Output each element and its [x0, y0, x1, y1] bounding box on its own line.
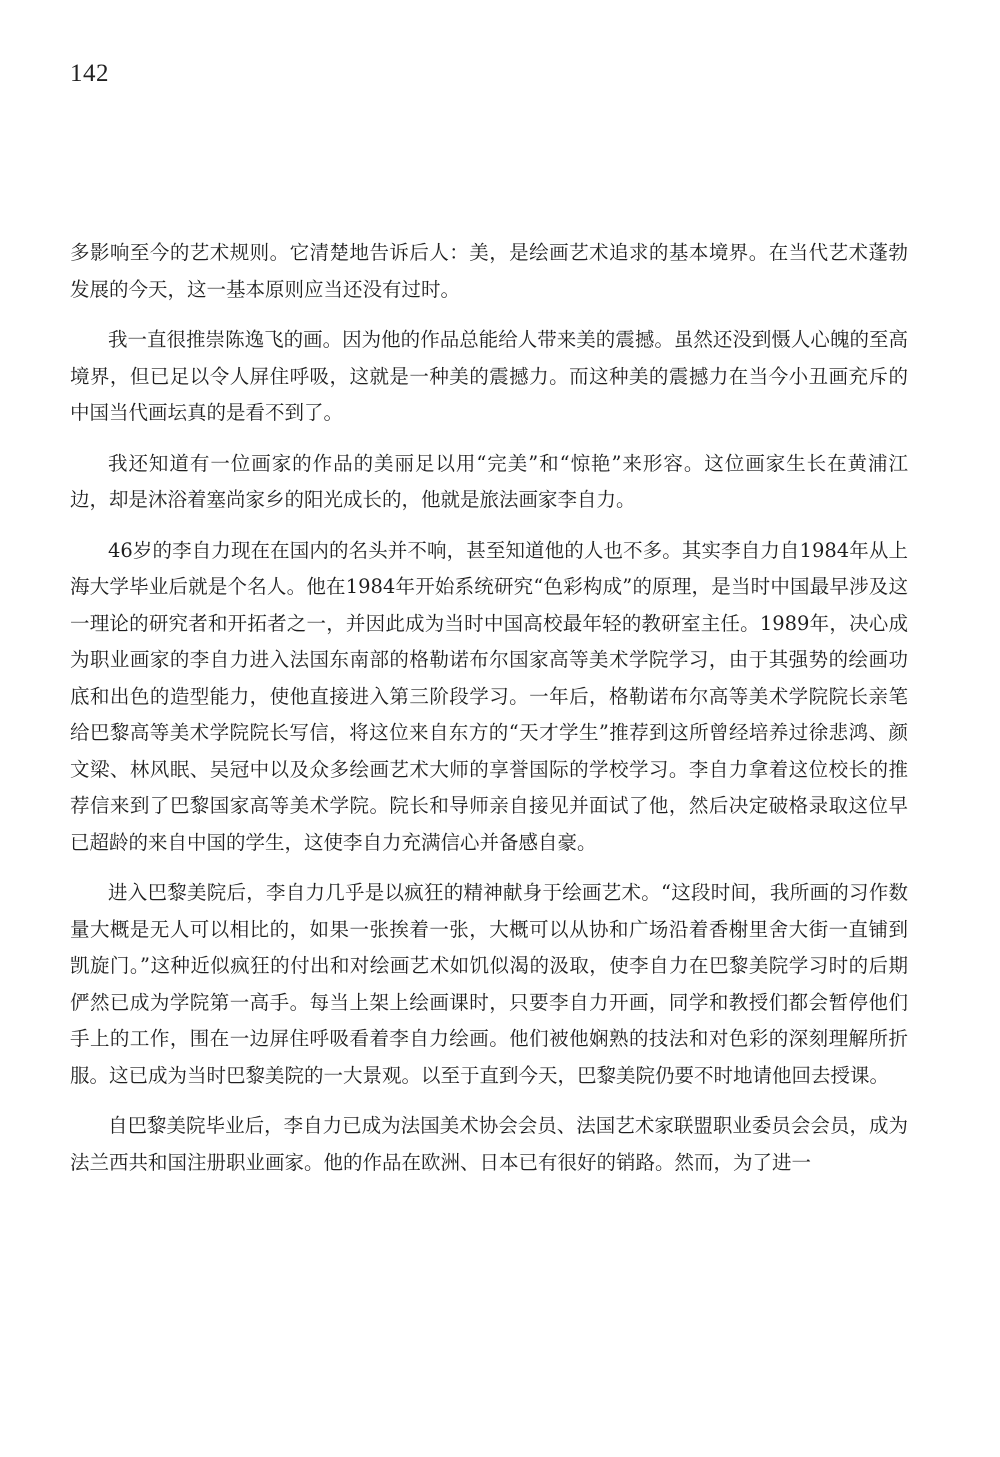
paragraph: 自巴黎美院毕业后，李自力已成为法国美术协会会员、法国艺术家联盟职业委员会会员，成为法兰西共和国注册职业画家。他的作品在欧洲、日本已有很好的销路。然而，为了进一 [70, 1114, 908, 1174]
paragraph: 进入巴黎美院后，李自力几乎是以疯狂的精神献身于绘画艺术。“这段时间，我所画的习作数量大概是无人可以相比的，如果一张挨着一张，大概可以从协和广场沿着香榭里舍大街一直铺到凯旋门。”这种近似疯狂的付出和对绘画艺术如饥似渴的汲取，使李自力在巴黎美院学习时的后期俨然已成为学院第一高手。每当上架上绘画课时，只要李自力开画，同学和教授们都会暂停他们手上的工作，围在一边屏住呼吸看着李自力绘画。他们被他娴熟的技法和对色彩的深刻理解所折服。这已成为当时巴黎美院的一大景观。以至于直到今天，巴黎美院仍要不时地请他回去授课。 [70, 881, 908, 1087]
paragraph: 我还知道有一位画家的作品的美丽足以用“完美”和“惊艳”来形容。这位画家生长在黄浦江边，却是沐浴着塞尚家乡的阳光成长的，他就是旅法画家李自力。 [70, 451, 908, 511]
page-number: 142 [70, 60, 109, 87]
paragraph: 我一直很推崇陈逸飞的画。因为他的作品总能给人带来美的震撼。虽然还没到慑人心魄的至高境界，但已足以令人屏住呼吸，这就是一种美的震撼力。而这种美的震撼力在当今小丑画充斥的中国当代画坛真的是看不到了。 [70, 328, 908, 424]
paragraph: 46岁的李自力现在在国内的名头并不响，甚至知道他的人也不多。其实李自力自1984年从上海大学毕业后就是个名人。他在1984年开始系统研究“色彩构成”的原理，是当时中国最早涉及这一理论的研究者和开拓者之一，并因此成为当时中国高校最年轻的教研室主任。1989年，决心成为职业画家的李自力进入法国东南部的格勒诺布尔国家高等美术学院学习，由于其强势的绘画功底和出色的造型能力，使他直接进入第三阶段学习。一年后，格勒诺布尔高等美术学院院长亲笔给巴黎高等美术学院院长写信，将这位来自东方的“天才学生”推荐到这所曾经培养过徐悲鸿、颜文梁、林风眠、吴冠中以及众多绘画艺术大师的享誉国际的学校学习。李自力拿着这位校长的推荐信来到了巴黎国家高等美术学院。院长和导师亲自接见并面试了他，然后决定破格录取这位早已超龄的来自中国的学生，这使李自力充满信心并备感自豪。 [70, 538, 908, 854]
paragraph: 多影响至今的艺术规则。它清楚地告诉后人：美，是绘画艺术追求的基本境界。在当代艺术蓬勃发展的今天，这一基本原则应当还没有过时。 [70, 241, 908, 301]
body-text [70, 235, 908, 1195]
